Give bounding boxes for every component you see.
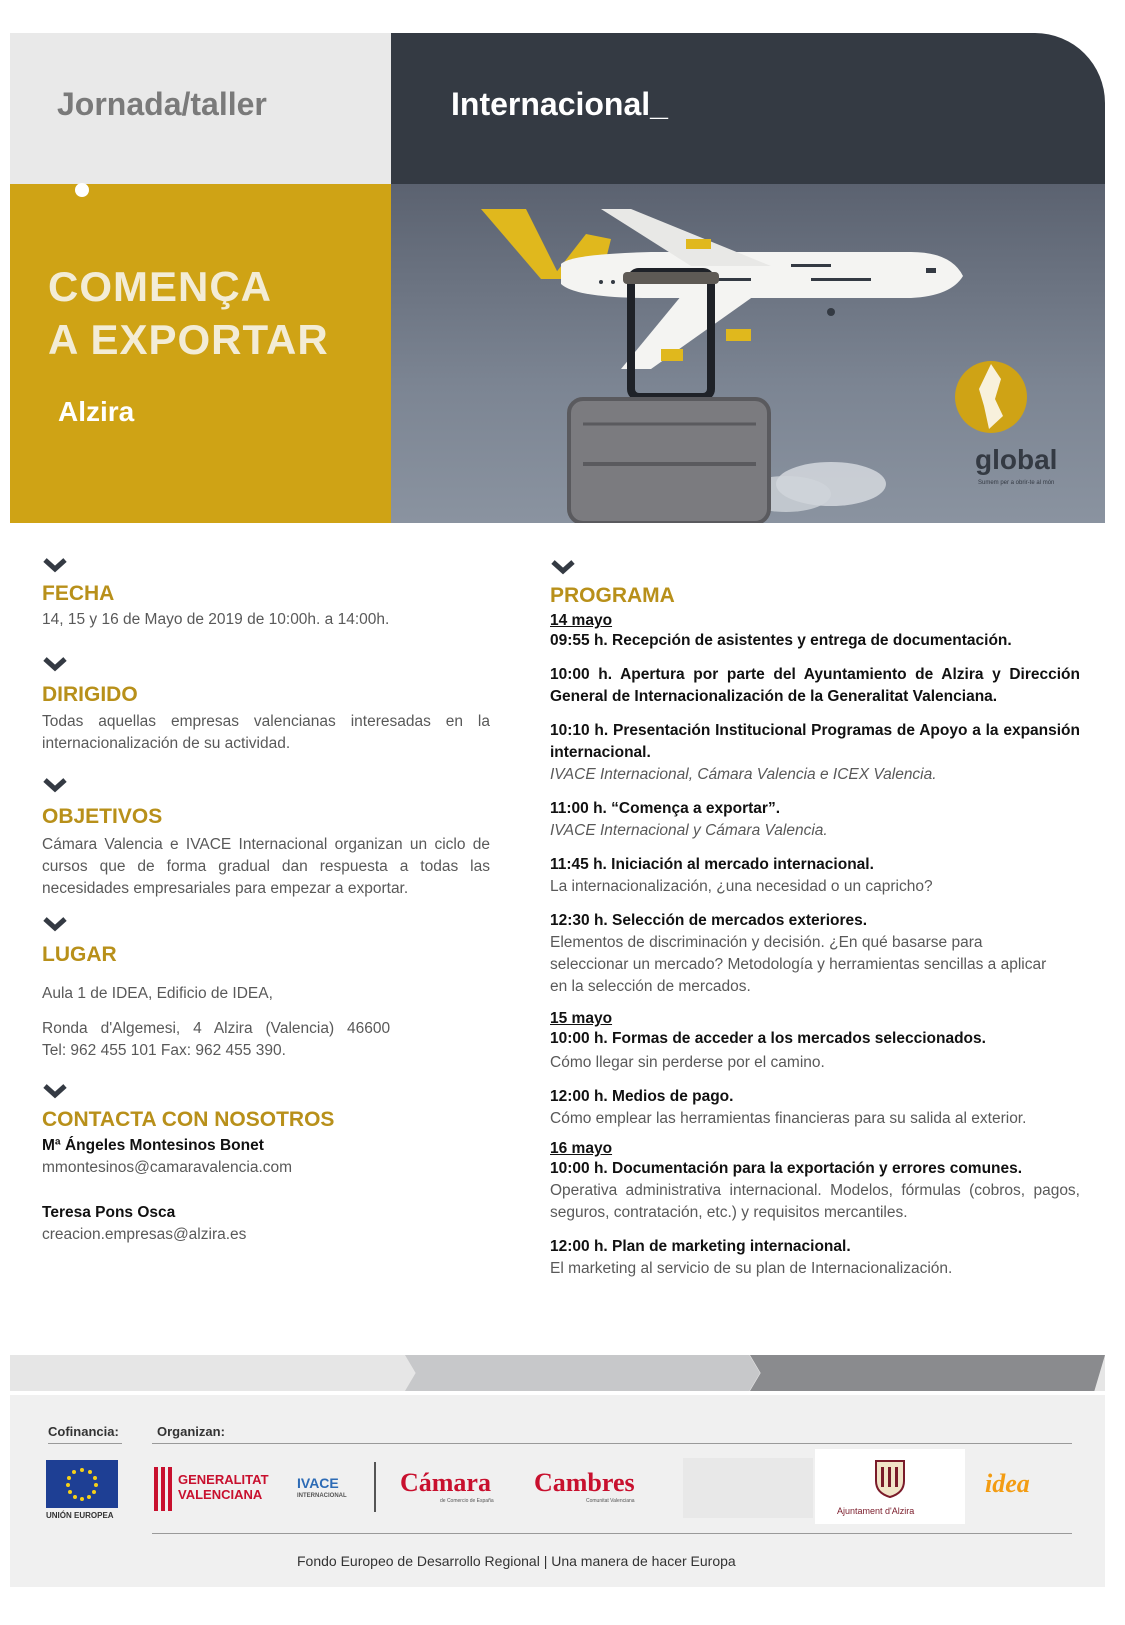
camara-logo-sub: de Comercio de España <box>440 1498 494 1504</box>
footer-bar-arrow <box>405 1355 760 1391</box>
blank-logo-slot <box>683 1458 813 1518</box>
objetivos-text: Cámara Valencia e IVACE Internacional organizan un ciclo de cursos que de forma gradual dan respuesta a todas las necesidades empresariales para empezar a exportar. <box>42 836 490 897</box>
dirigido-heading: DIRIGIDO <box>42 683 138 706</box>
fecha-text: 14, 15 y 16 de Mayo de 2019 de 10:00h. a 14:00h. <box>42 611 390 628</box>
footer-bar-arrow <box>750 1355 1105 1391</box>
divider <box>152 1443 1072 1444</box>
contact-email-1[interactable]: mmontesinos@camaravalencia.com <box>42 1159 293 1176</box>
lugar-phone: Tel: 962 455 101 Fax: 962 455 390. <box>42 1042 286 1059</box>
chevron-down-icon <box>42 656 68 674</box>
lugar-line1: Aula 1 de IDEA, Edificio de IDEA, <box>42 985 273 1002</box>
organizan-label: Organizan: <box>157 1424 225 1439</box>
generalitat-logo <box>178 1472 269 1502</box>
header-left-title: Jornada/taller <box>57 86 267 122</box>
event-title-line2: A EXPORTAR <box>48 316 329 363</box>
chevron-down-icon <box>42 1083 68 1101</box>
chevron-down-icon <box>42 557 68 575</box>
programa-item: 09:55 h. Recepción de asistentes y entrega de documentación. <box>550 632 1012 649</box>
programa-item: 10:10 h. Presentación Institucional Programas de Apoyo a la expansión internacional. <box>550 722 1080 761</box>
ajuntament-crest-icon <box>872 1455 908 1499</box>
decor-dot <box>75 183 89 197</box>
programa-item: 12:30 h. Selección de mercados exteriores. <box>550 912 868 929</box>
programa-item-detail: IVACE Internacional, Cámara Valencia e ICEX Valencia. <box>550 766 937 783</box>
chevron-down-icon <box>42 777 68 795</box>
objetivos-heading: OBJETIVOS <box>42 805 163 828</box>
camara-logo: Cámara <box>400 1468 491 1497</box>
dirigido-text: Todas aquellas empresas valencianas interesadas en la internacionalización de su actividad. <box>42 713 490 752</box>
programa-item: 10:00 h. Formas de acceder a los mercados seleccionados. <box>550 1030 986 1047</box>
programa-item-detail: Elementos de discriminación y decisión. ¿En qué basarse para seleccionar un mercado? Metodología y herramientas sencillas a aplicar en la selección de mercados. <box>550 934 1047 995</box>
programa-item: 11:45 h. Iniciación al mercado internacional. <box>550 856 874 873</box>
fecha-heading: FECHA <box>42 582 115 605</box>
contact-name-2: Teresa Pons Osca <box>42 1204 176 1221</box>
generalitat-logo-line2: VALENCIANA <box>178 1487 263 1502</box>
programa-heading: PROGRAMA <box>550 584 675 607</box>
cofinancia-label: Cofinancia: <box>48 1424 119 1439</box>
programa-item: 11:00 h. “Comença a exportar”. <box>550 800 781 817</box>
contact-email-2[interactable]: creacion.empresas@alzira.es <box>42 1226 247 1243</box>
programa-item: 10:00 h. Documentación para la exportación y errores comunes. <box>550 1160 1023 1177</box>
contact-name-1: Mª Ángeles Montesinos Bonet <box>42 1137 264 1154</box>
divider <box>48 1443 122 1444</box>
lugar-address: Ronda d'Algemesi, 4 Alzira (Valencia) 46600 <box>42 1020 391 1037</box>
programa-item-detail: El marketing al servicio de su plan de Internacionalización. <box>550 1260 953 1277</box>
programa-item-detail: Cómo emplear las herramientas financieras para su salida al exterior. <box>550 1110 1027 1127</box>
divider <box>374 1462 376 1512</box>
global-logo-text: global <box>975 444 1058 475</box>
idea-logo: idea <box>985 1469 1030 1498</box>
chevron-down-icon <box>42 916 68 934</box>
lugar-heading: LUGAR <box>42 943 117 966</box>
ivace-logo-sub: INTERNACIONAL <box>297 1493 347 1499</box>
programa-item: 12:00 h. Plan de marketing internacional. <box>550 1238 851 1255</box>
programa-item-detail: La internacionalización, ¿una necesidad o un capricho? <box>550 878 933 895</box>
programa-item-detail: Operativa administrativa internacional. Modelos, fórmulas (cobros, pagos, seguros, contratación, etc.) y requisitos mercantiles. <box>550 1182 1080 1221</box>
global-logo-tagline: Sumem per a obrir-te al món <box>978 480 1055 486</box>
day-heading: 16 mayo <box>550 1140 613 1157</box>
ajuntament-logo-text: Ajuntament d'Alzira <box>837 1506 915 1516</box>
event-city: Alzira <box>58 396 135 427</box>
chevron-down-icon <box>550 559 576 577</box>
programa-item: 10:00 h. Apertura por parte del Ayuntamiento de Alzira y Dirección General de Internacionalización de la Generalitat Valenciana. <box>550 666 1080 705</box>
footer-tagline: Fondo Europeo de Desarrollo Regional | Una manera de hacer Europa <box>297 1553 736 1569</box>
programa-list <box>550 612 1080 1280</box>
eu-flag-logo <box>46 1460 118 1508</box>
programa-item: 12:00 h. Medios de pago. <box>550 1088 734 1105</box>
ajuntament-logo <box>815 1449 965 1524</box>
header-right-title: Internacional_ <box>451 86 668 122</box>
programa-item-detail: Cómo llegar sin perderse por el camino. <box>550 1054 825 1071</box>
cambres-logo-sub: Comunitat Valenciana <box>586 1498 635 1504</box>
contacta-heading: CONTACTA CON NOSOTROS <box>42 1108 335 1131</box>
ivace-logo: IVACE <box>297 1475 339 1491</box>
day-heading: 14 mayo <box>550 612 613 629</box>
event-title-line1: COMENÇA <box>48 263 272 310</box>
programa-item-detail: IVACE Internacional y Cámara Valencia. <box>550 822 828 839</box>
generalitat-logo-line1: GENERALITAT <box>178 1472 269 1487</box>
generalitat-shield-icon <box>152 1465 174 1513</box>
cambres-logo: Cambres <box>534 1468 635 1497</box>
eu-label: UNIÓN EUROPEA <box>46 1511 114 1520</box>
event-title <box>48 260 329 366</box>
eu-stars-icon <box>46 1460 118 1508</box>
divider <box>152 1533 1072 1534</box>
day-heading: 15 mayo <box>550 1010 613 1027</box>
